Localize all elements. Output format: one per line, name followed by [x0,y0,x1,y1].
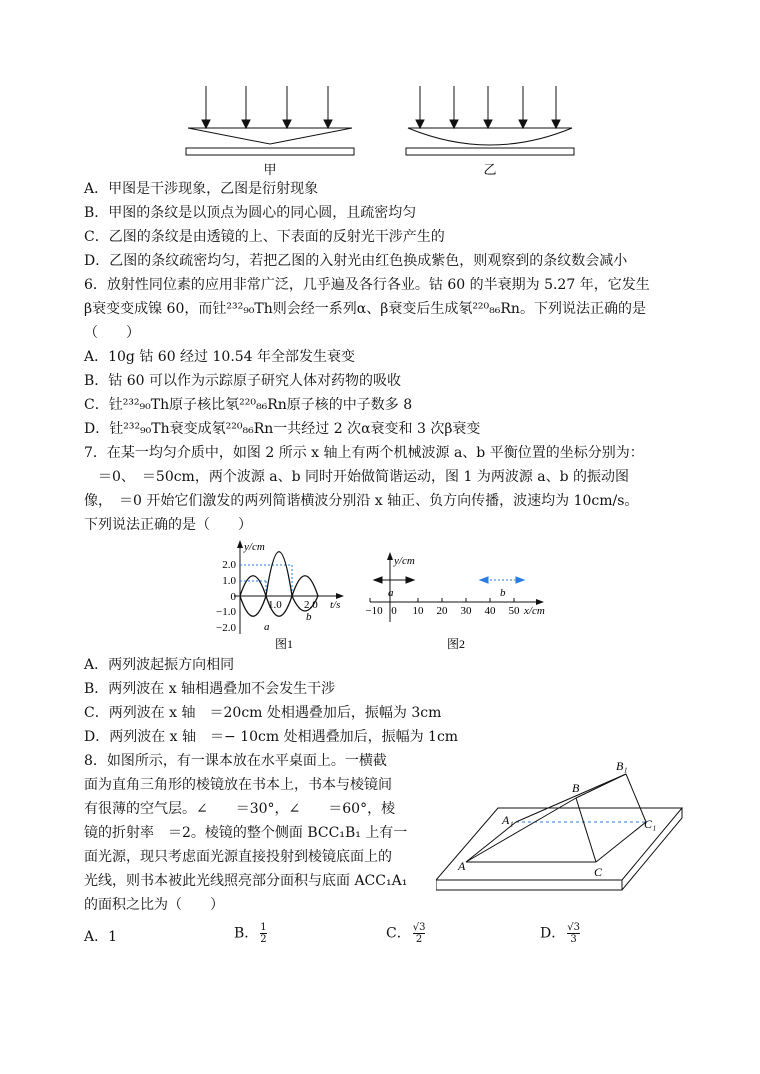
q8-option-c-prefix: C． [386,925,411,942]
q5-option-b: B．甲图的条纹是以顶点为圆心的同心圆，且疏密均匀 [84,205,417,221]
fraction-numerator: √3 [567,922,580,933]
q8-stem-line5: 面光源，现只考虑面光源直接投射到棱镜底面上的 [84,849,392,865]
fig1-label-b: b [306,611,312,623]
fig2-ylabel: y/cm [394,555,415,567]
q8-option-c [386,922,427,945]
q8-stem-line1: 8．如图所示，有一课本放在水平桌面上。一横截 [84,753,387,769]
label-A1: A₁ [502,813,514,827]
fig2-xtick-20: 20 [436,605,448,617]
label-C: C [594,865,603,879]
fraction-denominator: 2 [260,934,267,945]
label-jia: 甲 [263,162,277,177]
fig1-xlabel: t/s [330,599,341,611]
fig2-xlabel: x/cm [524,605,545,617]
q7-stem-line1: 7．在某一均匀介质中，如图 2 所示 x 轴上有两个机械波源 a、b 平衡位置的坐标分别为： [84,445,644,461]
q8-option-b-fraction [260,922,266,945]
label-B1: B₁ [616,759,628,773]
fraction-denominator: 3 [570,934,577,945]
fig1-ytick-1: 1.0 [222,575,236,587]
fig2-xtick-0: 0 [391,605,397,617]
fig2-arrow-a [374,577,414,583]
air-wedge [188,128,352,144]
label-yi: 乙 [483,162,497,177]
q7-option-d: D．两列波在 x 轴 ＝− 10cm 处相遇叠加后，振幅为 1cm [84,729,459,745]
q8-option-d [540,922,582,945]
figure-yi-arrows [416,86,560,128]
q7-option-b: B．两列波在 x 轴相遇叠加不会发生干涉 [84,681,336,697]
convex-lens [408,128,572,145]
fig1-label-a: a [264,621,270,633]
figure-jia-arrows [202,86,332,128]
fig2-xtick-30: 30 [460,605,472,617]
q6-option-c: C．钍²³²₉₀Th原子核比氡²²⁰₈₆Rn原子核的中子数多 8 [84,397,413,413]
q6-stem-line3: （ ） [84,325,140,341]
fraction-denominator: 2 [415,934,423,945]
q8-option-b [234,922,269,945]
fig2-label-b: b [500,587,506,599]
fig1-ylabel: y/cm [244,541,265,553]
q6-stem-line1: 6．放射性同位素的应用非常广泛，几乎遍及各行各业。钴 60 的半衰期为 5.27 年，它发生 [84,277,650,293]
q6-option-a: A．10g 钴 60 经过 10.54 年全部发生衰变 [84,349,356,365]
q8-stem-line3: 有很薄的空气层。∠ ＝30°，∠ ＝60°，棱 [84,801,396,817]
q5-option-c: C．乙图的条纹是由透镜的上、下表面的反射光干涉产生的 [84,229,445,245]
fraction-numerator: 1 [260,922,267,933]
q8-option-d-fraction [567,922,580,945]
glass-plate-jia [186,148,354,155]
fig2-xtick-50: 50 [508,605,520,617]
q7-stem-line3: 像， ＝0 开始它们激发的两列简谐横波分别沿 x 轴正、负方向传播，波速均为 10cm/s。 [84,493,639,509]
q7-stem-line4: 下列说法正确的是（ ） [84,517,252,533]
q7-option-a: A．两列波起振方向相同 [84,657,235,673]
q8-stem-line4: 镜的折射率 ＝2。棱镜的整个侧面 BCC₁B₁ 上有一 [84,825,408,841]
q7-figure2 [364,546,554,654]
glass-plate-yi [406,148,574,155]
q5-option-d: D．乙图的条纹疏密均匀，若把乙图的入射光由红色换成紫色，则观察到的条纹数会减小 [84,253,628,269]
fig1-ytick-m2: −2.0 [216,622,236,634]
q8-stem-line7: 的面积之比为（ ） [84,897,224,913]
q8-prism-figure [436,758,686,900]
fig2-caption: 图2 [446,637,466,651]
fig1-xtick-1: 1.0 [268,599,282,611]
fig2-xtick-10: 10 [412,605,424,617]
q8-stem-line6: 光线，则书本被此光线照亮部分面积与底面 ACC₁A₁ [84,873,408,889]
fig2-arrow-b [480,577,524,583]
fig1-xtick-2: 2.0 [304,599,318,611]
label-A: A [458,859,466,873]
fraction-numerator: √3 [412,922,426,933]
fig2-xtick-m10: −10 [365,605,383,617]
fig1-caption: 图1 [274,637,294,651]
q5-option-a: A．甲图是干涉现象，乙图是衍射现象 [84,181,319,197]
q6-option-b: B．钴 60 可以作为示踪原子研究人体对药物的吸收 [84,373,402,389]
q6-option-d: D．钍²³²₉₀Th衰变成氡²²⁰₈₆Rn一共经过 2 次α衰变和 3 次β衰变 [84,421,481,437]
q7-option-c: C．两列波在 x 轴 ＝20cm 处相遇叠加后，振幅为 3cm [84,705,442,721]
q7-figure1 [206,536,356,654]
fig1-ytick-0: 0 [230,591,236,603]
label-C1: C₁ [644,817,657,831]
q6-stem-line2: β衰变变成镍 60，而钍²³²₉₀Th则会经一系列α、β衰变后生成氡²²⁰₈₆Rn。下列说法正确的是 [84,301,646,317]
q8-stem-line2: 面为直角三角形的棱镜放在书本上，书本与棱镜间 [84,777,392,793]
fig1-ytick-2: 2.0 [222,559,236,571]
q8-option-d-prefix: D． [540,925,566,942]
fig2-xtick-40: 40 [484,605,496,617]
label-B: B [572,781,580,795]
fig2-label-a: a [388,587,394,599]
q8-option-a: A．1 [84,929,118,945]
q7-stem-line2: ＝0、 ＝50cm，两个波源 a、b 同时开始做简谐运动，图 1 为两波源 a、b 的振动图 [84,469,630,485]
q8-option-c-fraction [413,922,426,945]
fig1-ytick-m1: −1.0 [216,606,236,618]
interference-figure [180,84,580,180]
q8-option-b-prefix: B． [234,925,259,942]
